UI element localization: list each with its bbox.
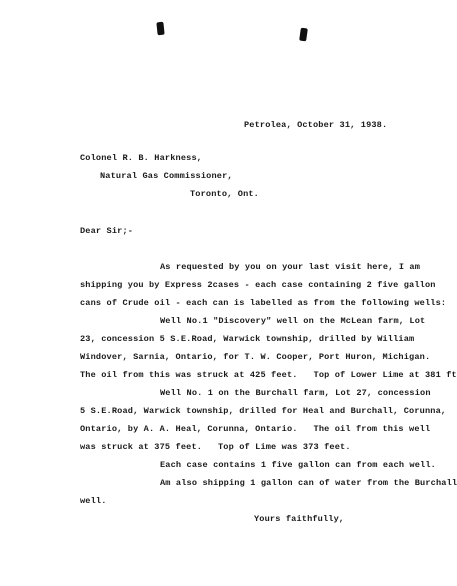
body-line: well. [80, 496, 107, 506]
body-line: Ontario, by A. A. Heal, Corunna, Ontario. The oil from this well [80, 424, 431, 434]
recipient-title: Natural Gas Commissioner, [100, 171, 233, 181]
recipient-name: Colonel R. B. Harkness, [80, 153, 203, 163]
body-line: was struck at 375 feet. Top of Lime was 373 feet. [80, 442, 351, 452]
body-line: Well No. 1 on the Burchall farm, Lot 27, concession [160, 388, 431, 398]
body-line: As requested by you on your last visit here, I am [160, 262, 421, 272]
closing: Yours faithfully, [254, 514, 345, 524]
body-line: 5 S.E.Road, Warwick township, drilled for Heal and Burchall, Corunna, [80, 406, 447, 416]
punch-hole-mark [299, 28, 308, 42]
body-line: Each case contains 1 five gallon can from each well. [160, 460, 436, 470]
salutation: Dear Sir;- [80, 226, 134, 236]
body-line: Am also shipping 1 gallon can of water from the Burchall [160, 478, 457, 488]
recipient-city: Toronto, Ont. [190, 189, 259, 199]
body-line: 23, concession 5 S.E.Road, Warwick township, drilled by William [80, 334, 415, 344]
body-line: Windover, Sarnia, Ontario, for T. W. Cooper, Port Huron, Michigan. [80, 352, 431, 362]
body-line: The oil from this was struck at 425 feet. Top of Lower Lime at 381 ft [80, 370, 457, 380]
body-line: shipping you by Express 2cases - each case containing 2 five gallon [80, 280, 436, 290]
punch-hole-mark [156, 22, 164, 36]
body-line: Well No.1 "Discovery" well on the McLean farm, Lot [160, 316, 426, 326]
dateline: Petrolea, October 31, 1938. [244, 120, 388, 130]
body-line: cans of Crude oil - each can is labelled as from the following wells: [80, 298, 447, 308]
